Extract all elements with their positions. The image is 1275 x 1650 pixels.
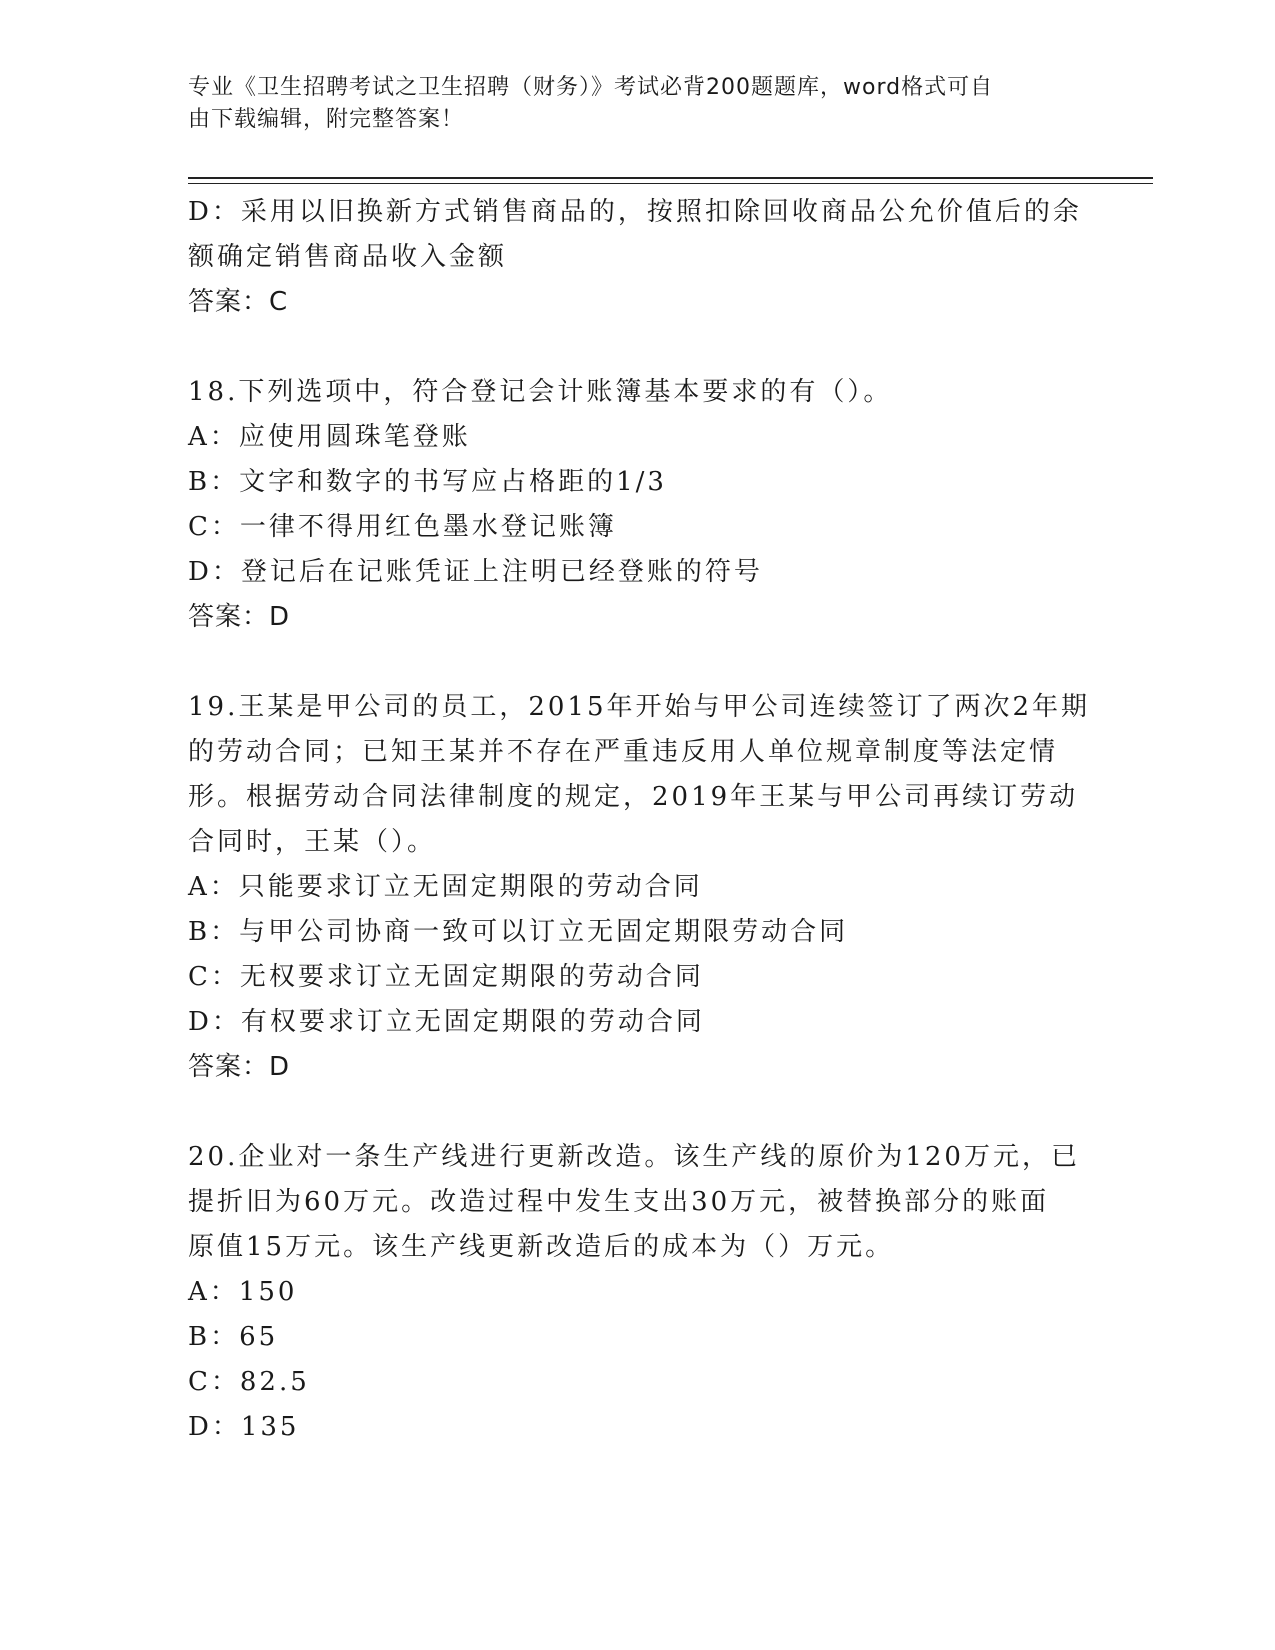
option-a: A：只能要求订立无固定期限的劳动合同 (188, 872, 703, 902)
header-line-2: 由下载编辑，附完整答案！ (188, 107, 465, 132)
question-text-line-2: 的劳动合同；已知王某并不存在严重违反用人单位规章制度等法定情 (188, 737, 1059, 767)
header-rule-thick (188, 177, 1153, 179)
document-header (188, 72, 1068, 136)
question-text-line-2: 提折旧为60万元。改造过程中发生支出30万元，被替换部分的账面 (188, 1187, 1050, 1217)
question-text-line-4: 合同时，王某（）。 (188, 827, 437, 857)
spacer (188, 1090, 1088, 1135)
option-c: C：82.5 (188, 1367, 310, 1397)
option-a: A：150 (188, 1277, 298, 1307)
option-d: D：登记后在记账凭证上注明已经登账的符号 (188, 557, 763, 587)
question-18 (188, 370, 1088, 640)
option-d-line-2: 额确定销售商品收入金额 (188, 242, 508, 272)
header-rule-thin (188, 183, 1153, 184)
option-c: C：一律不得用红色墨水登记账簿 (188, 512, 617, 542)
option-b: B：文字和数字的书写应占格距的1/3 (188, 467, 667, 497)
spacer (188, 640, 1088, 685)
option-b: B：65 (188, 1322, 279, 1352)
answer: 答案：D (188, 1052, 291, 1082)
answer: 答案：D (188, 602, 291, 632)
question-text: 18.下列选项中，符合登记会计账簿基本要求的有（）。 (188, 377, 893, 407)
question-19 (188, 685, 1091, 1090)
question-text-line-1: 19.王某是甲公司的员工，2015年开始与甲公司连续签订了两次2年期 (188, 692, 1091, 722)
option-c: C：无权要求订立无固定期限的劳动合同 (188, 962, 704, 992)
question-text-line-3: 形。根据劳动合同法律制度的规定，2019年王某与甲公司再续订劳动 (188, 782, 1079, 812)
spacer (188, 325, 1088, 370)
option-d-line-1: D：采用以旧换新方式销售商品的，按照扣除回收商品公允价值后的余 (188, 197, 1082, 227)
option-a: A：应使用圆珠笔登账 (188, 422, 471, 452)
question-20 (188, 1135, 1088, 1450)
option-b: B：与甲公司协商一致可以订立无固定期限劳动合同 (188, 917, 849, 947)
option-d: D：135 (188, 1412, 300, 1442)
previous-question-tail (188, 190, 1088, 325)
answer: 答案：C (188, 287, 289, 317)
header-line-1: 专业《卫生招聘考试之卫生招聘（财务）》考试必背200题题库，word格式可自 (188, 75, 994, 100)
question-text-line-1: 20.企业对一条生产线进行更新改造。该生产线的原价为120万元，已 (188, 1142, 1080, 1172)
document-body (188, 190, 1091, 1450)
question-text-line-3: 原值15万元。该生产线更新改造后的成本为（）万元。 (188, 1232, 895, 1262)
option-d: D：有权要求订立无固定期限的劳动合同 (188, 1007, 705, 1037)
